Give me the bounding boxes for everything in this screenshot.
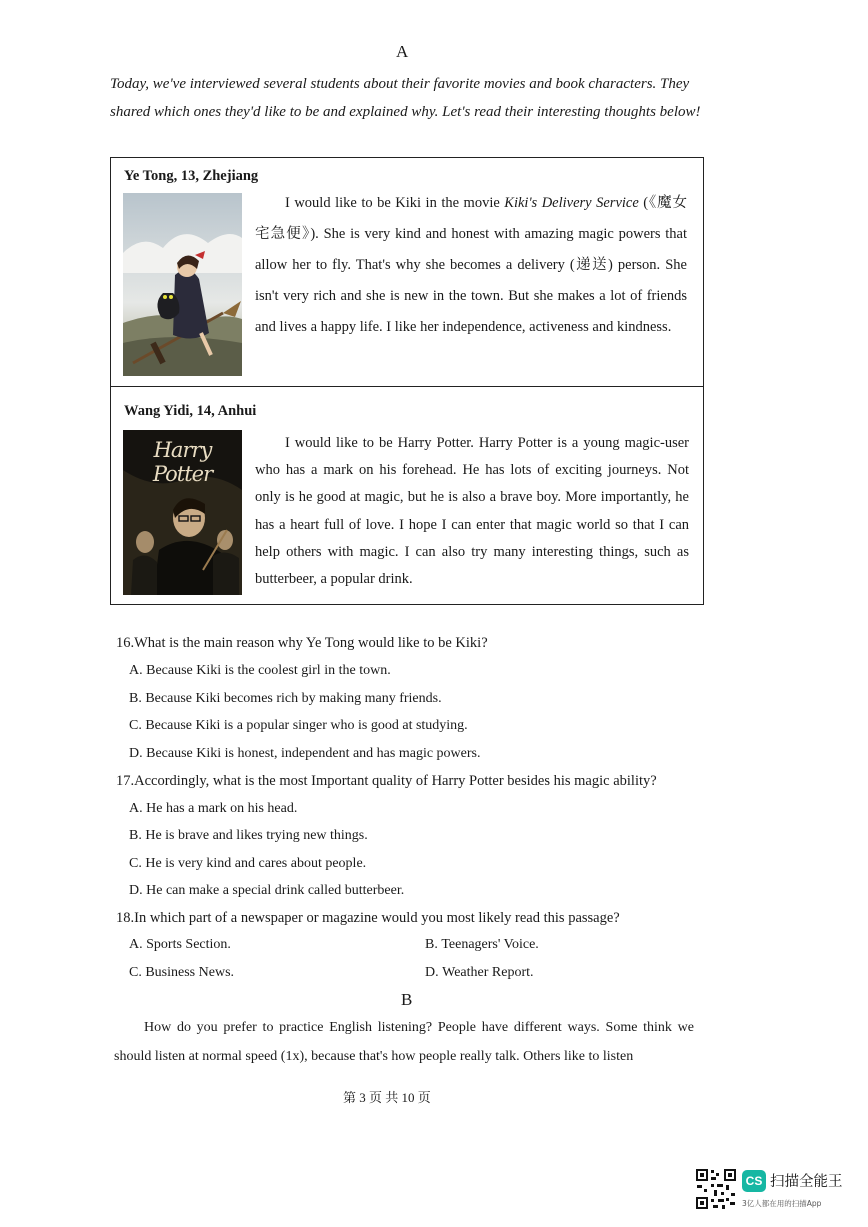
qr-code-icon: [695, 1168, 737, 1210]
harry-potter-poster: [123, 430, 242, 595]
q18-option-c: C. Business News.: [129, 965, 235, 980]
page-number: 第 3 页 共 10 页: [343, 1090, 431, 1105]
interview-divider: [110, 386, 703, 387]
kiki-movie-poster: [123, 193, 242, 376]
q16-option-d: D. Because Kiki is honest, independent and has magic powers.: [129, 746, 481, 761]
q17-option-b: B. He is brave and likes trying new things.: [129, 828, 368, 843]
camscanner-logo-icon: CS: [742, 1170, 766, 1192]
q17-option-c: C. He is very kind and cares about people.: [129, 856, 367, 871]
q18-option-a: A. Sports Section.: [129, 937, 231, 952]
ye-tong-text-start: I would like to be Kiki in the movie: [285, 195, 505, 211]
q18-option-b: B. Teenagers' Voice.: [425, 937, 539, 952]
brand-tagline: 3亿人都在用的扫描App: [742, 1199, 822, 1208]
wang-yidi-paragraph: [255, 430, 689, 593]
wang-yidi-text: I would like to be Harry Potter. Harry Potter is a young magic-user who has a mark on his forehead. He has lots of exciting journeys. Not only is he good at magic, but he is also a brave boy. More importantly, he has a heart full of love. I hope I can enter that magic world so that I can help others with magic. I can also try many interesting things, such as butterbeer, a popular drink.: [255, 435, 689, 588]
section-a-intro: Today, we've interviewed several students about their favorite movies and book characters. They shared which ones they'd like to be and explained why. Let's read their interesting thoughts below!: [110, 76, 701, 120]
poster-title: Harry Potter: [152, 438, 213, 486]
student-name-wang-yidi: Wang Yidi, 14, Anhui: [124, 403, 257, 419]
q16-option-b: B. Because Kiki becomes rich by making many friends.: [129, 691, 442, 706]
student-name-ye-tong: Ye Tong, 13, Zhejiang: [124, 168, 259, 184]
section-a-title: A: [396, 42, 409, 61]
q16-option-a: A. Because Kiki is the coolest girl in the town.: [129, 663, 391, 678]
q18-option-d: D. Weather Report.: [425, 965, 534, 980]
question-16: 16.What is the main reason why Ye Tong would like to be Kiki?: [116, 635, 488, 651]
ye-tong-text-rest: (《魔女宅急便》). She is very kind and honest with amazing magic powers that allow her to fly. That's why she becomes a delivery (递送) person. She isn't very rich and she is new in the town. But she makes a lot of friends and lives a happy life. I like her independence, activeness and kindness.: [255, 195, 687, 335]
section-b-paragraph: [114, 1013, 694, 1071]
section-b-title: B: [401, 990, 413, 1009]
q17-option-a: A. He has a mark on his head.: [129, 801, 298, 816]
q16-option-c: C. Because Kiki is a popular singer who is good at studying.: [129, 718, 468, 733]
question-17: 17.Accordingly, what is the most Important quality of Harry Potter besides his magic ability?: [116, 773, 657, 789]
movie-title-kikis-delivery-service: Kiki's Delivery Service: [504, 195, 639, 211]
ye-tong-paragraph: [255, 188, 687, 343]
section-b-text: How do you prefer to practice English listening? People have different ways. Some think we should listen at normal speed (1x), because that's how people really talk. Others like to listen: [114, 1020, 694, 1064]
brand-name: 扫描全能王: [770, 1174, 843, 1190]
q17-option-d: D. He can make a special drink called butterbeer.: [129, 883, 405, 898]
question-18: 18.In which part of a newspaper or magazine would you most likely read this passage?: [116, 910, 620, 926]
